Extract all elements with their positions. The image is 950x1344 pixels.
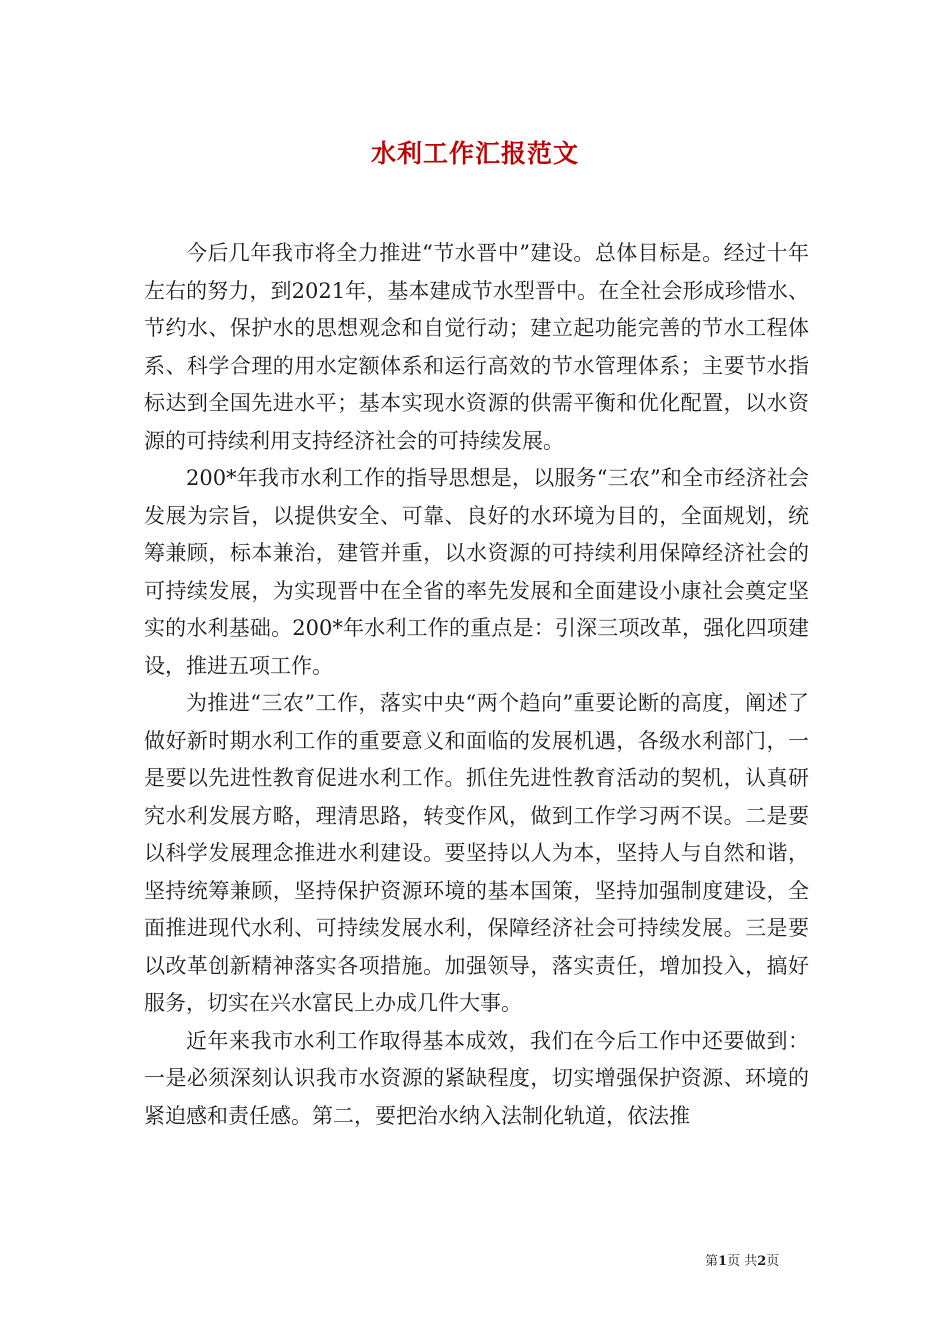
footer-suffix: 页	[766, 1254, 780, 1269]
paragraph-2: 200*年我市水利工作的指导思想是，以服务“三农”和全市经济社会发展为宗旨，以提供安全、可靠、良好的水环境为目的，全面规划，统筹兼顾，标本兼治，建管并重，以水资源的可持续利用保障经济社会的可持续发展，为实现晋中在全省的率先发展和全面建设小康社会奠定坚实的水利基础。200*年水利工作的重点是：引深三项改革，强化四项建设，推进五项工作。	[144, 466, 809, 678]
paragraph-1: 今后几年我市将全力推进“节水晋中”建设。总体目标是。经过十年左右的努力，到2021年，基本建成节水型晋中。在全社会形成珍惜水、节约水、保护水的思想观念和自觉行动；建立起功能完善的节水工程体系、科学合理的用水定额体系和运行高效的节水管理体系；主要节水指标达到全国先进水平；基本实现水资源的供需平衡和优化配置，以水资源的可持续利用支持经济社会的可持续发展。	[144, 241, 809, 453]
footer-prefix: 第	[705, 1254, 719, 1269]
document-title: 水利工作汇报范文	[370, 139, 579, 168]
paragraph-4: 近年来我市水利工作取得基本成效，我们在今后工作中还要做到：一是必须深刻认识我市水资源的紧缺程度，切实增强保护资源、环境的紧迫感和责任感。第二，要把治水纳入法制化轨道，依法推	[144, 1028, 809, 1128]
footer-middle: 页 共	[727, 1254, 758, 1269]
document-body	[144, 235, 809, 1135]
total-pages-number: 2	[757, 1254, 767, 1269]
current-page-number: 1	[718, 1254, 728, 1269]
paragraph-3: 为推进“三农”工作，落实中央“两个趋向”重要论断的高度，阐述了做好新时期水利工作的重要意义和面临的发展机遇，各级水利部门，一是要以先进性教育促进水利工作。抓住先进性教育活动的契机，认真研究水利发展方略，理清思路，转变作风，做到工作学习两不误。二是要以科学发展理念推进水利建设。要坚持以人为本，坚持人与自然和谐，坚持统筹兼顾，坚持保护资源环境的基本国策，坚持加强制度建设，全面推进现代水利、可持续发展水利，保障经济社会可持续发展。三是要以改革创新精神落实各项措施。加强领导，落实责任，增加投入，搞好服务，切实在兴水富民上办成几件大事。	[144, 691, 809, 1015]
page-number-footer	[705, 1250, 815, 1269]
